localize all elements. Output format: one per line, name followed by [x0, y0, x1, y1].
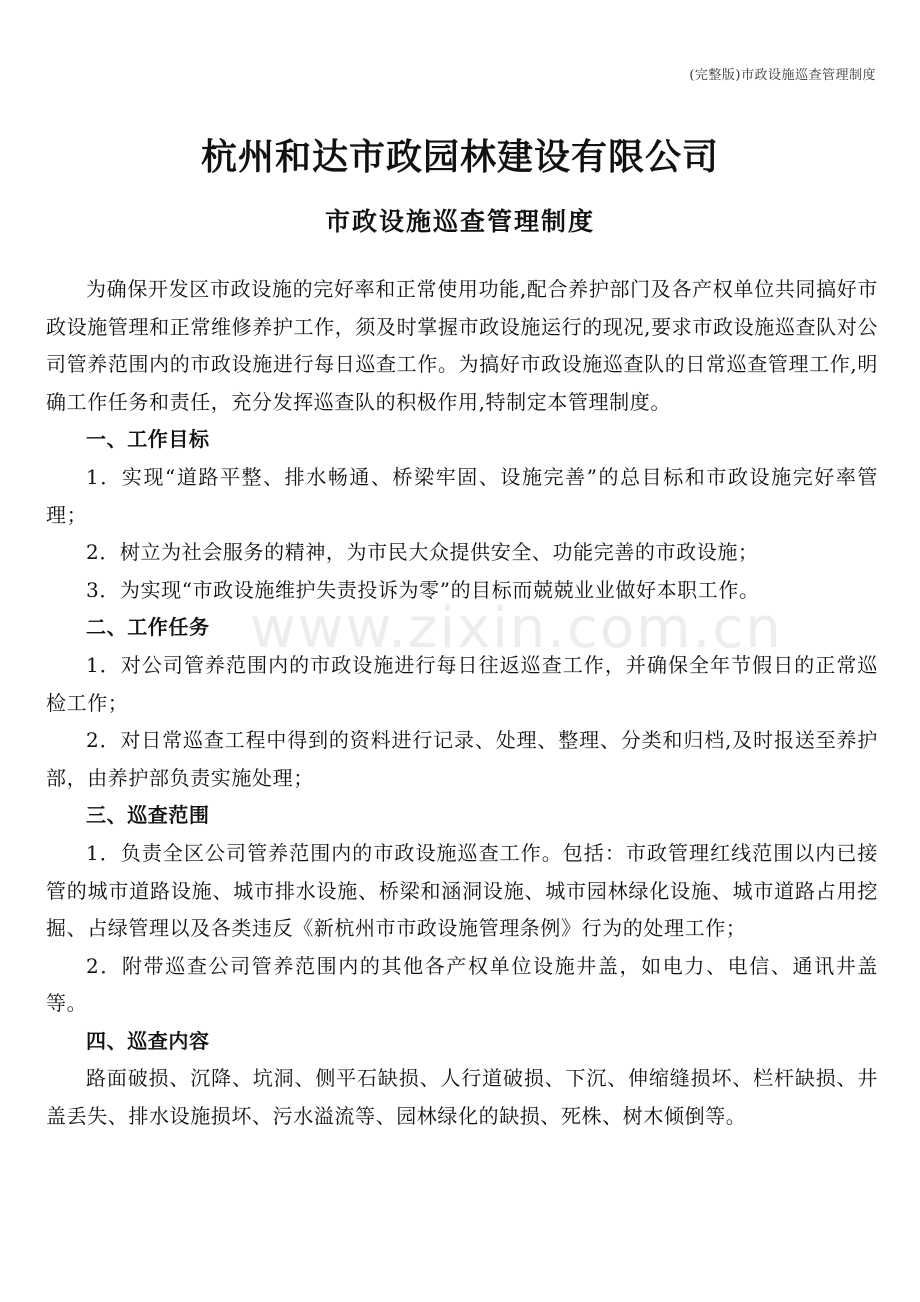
scope-item-2: 2．附带巡查公司管养范围内的其他各产权单位设施井盖，如电力、电信、通讯井盖等。	[46, 953, 878, 1016]
intro-paragraph: 为确保开发区市政设施的完好率和正常使用功能,配合养护部门及各产权单位共同搞好市政设施管理和正常维修养护工作，须及时掌握市政设施运行的现况,要求市政设施巡查队对公司管养范围内的市政设施进行每日巡查工作。为搞好市政设施巡查队的日常巡查管理工作,明确工作任务和责任，充分发挥巡查队的积极作用,特制定本管理制度。	[46, 277, 878, 414]
goal-item-1: 1．实现“道路平整、排水畅通、桥梁牢固、设施完善”的总目标和市政设施完好率管理；	[46, 464, 878, 527]
document-title: 市政设施巡查管理制度	[324, 207, 595, 236]
task-item-1: 1．对公司管养范围内的市政设施进行每日往返巡查工作，并确保全年节假日的正常巡检工作；	[46, 652, 878, 715]
watermark-text: www.zixin.com.cn	[250, 596, 783, 661]
scope-item-1: 1．负责全区公司管养范围内的市政设施巡查工作。包括：市政管理红线范围以内已接管的城市道路设施、城市排水设施、桥梁和涵洞设施、城市园林绿化设施、城市道路占用挖掘、占绿管理以及各类违反《新杭州市市政设施管理条例》行为的处理工作；	[46, 840, 878, 941]
section-heading-tasks: 二、工作任务	[86, 615, 210, 640]
goal-item-2: 2．树立为社会服务的精神，为市民大众提供安全、功能完善的市政设施；	[86, 540, 759, 565]
section-heading-content: 四、巡查内容	[86, 1028, 210, 1053]
company-title: 杭州和达市政园林建设有限公司	[200, 137, 719, 178]
document-body	[46, 271, 878, 1136]
running-header: (完整版)市政设施巡查管理制度	[689, 68, 876, 83]
section-heading-scope: 三、巡查范围	[86, 803, 210, 828]
task-item-2: 2．对日常巡查工程中得到的资料进行记录、处理、整理、分类和归档,及时报送至养护部，由养护部负责实施处理；	[46, 728, 878, 790]
section-heading-goals: 一、工作目标	[86, 427, 210, 452]
content-paragraph: 路面破损、沉降、坑洞、侧平石缺损、人行道破损、下沉、伸缩缝损坏、栏杆缺损、井盖丢失、排水设施损坏、污水溢流等、园林绿化的缺损、死株、树木倾倒等。	[46, 1066, 878, 1129]
goal-item-3: 3．为实现“市政设施维护失责投诉为零”的目标而兢兢业业做好本职工作。	[86, 577, 760, 602]
